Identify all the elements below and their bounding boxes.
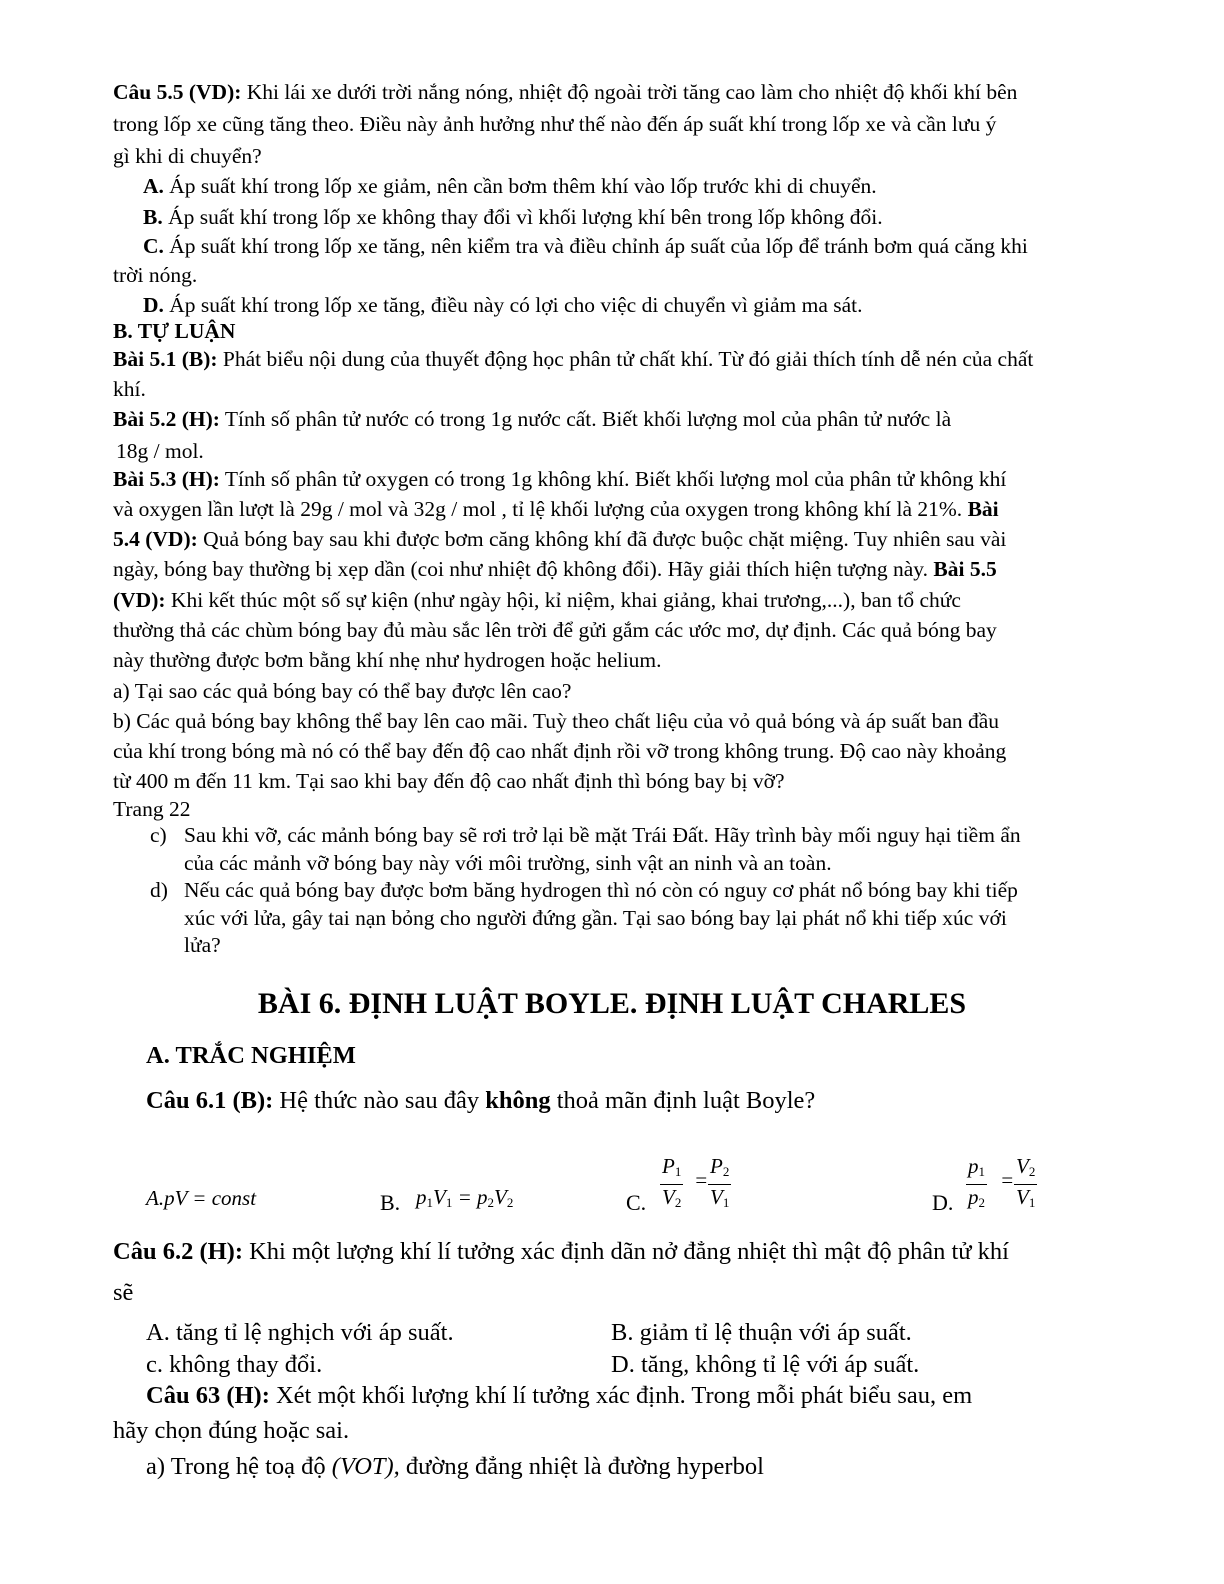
essay-heading: B. TỰ LUẬN <box>113 319 236 343</box>
b55-part-d-key: d) <box>150 878 168 902</box>
q61-option-c-frac-left: $\frac{P_1}{V_2}$ <box>662 1154 682 1210</box>
b53-line1: Bài 5.3 (H): Tính số phân tử oxygen có trong 1g không khí. Biết khối lượng mol của phân tử không khí <box>113 467 1007 491</box>
q63-stem: Câu 63 (H): Xét một khối lượng khí lí tưởng xác định. Trong mỗi phát biểu sau, em <box>146 1382 973 1409</box>
b52-line2: 18g / mol. <box>116 439 204 463</box>
b53-line2: và oxygen lần lượt là 29g / mol và 32g / mol , tỉ lệ khối lượng của oxygen trong không khí là 21%. Bài <box>113 497 999 521</box>
b55-line2: thường thả các chùm bóng bay đủ màu sắc lên trời để gửi gắm các ước mơ, dự định. Các quả bóng bay <box>113 618 997 642</box>
q62-option-b: B. giảm tỉ lệ thuận với áp suất. <box>611 1319 912 1346</box>
q61-option-b-formula: $p_1V_1 = p_2V_2$ <box>416 1185 514 1210</box>
b54-line2: ngày, bóng bay thường bị xẹp dần (coi như nhiệt độ không đổi). Hãy giải thích hiện tượng này. Bài 5.5 <box>113 557 997 581</box>
b55-part-b-line3: từ 400 m đến 11 km. Tại sao khi bay đến độ cao nhất định thì bóng bay bị vỡ? <box>113 769 785 793</box>
section-heading: A. TRẮC NGHIỆM <box>146 1042 356 1069</box>
q61-option-c-equals: = <box>694 1168 709 1192</box>
b51-line2: khí. <box>113 377 146 401</box>
b51-line1: Bài 5.1 (B): Phát biểu nội dung của thuyết động học phân tử chất khí. Từ đó giải thích tính dễ nén của chất <box>113 347 1034 371</box>
q62-option-a: A. tăng tỉ lệ nghịch với áp suất. <box>146 1319 454 1346</box>
q55-label: Câu 5.5 (VD): <box>113 80 242 104</box>
q61-option-c-key: C. <box>626 1190 647 1215</box>
q61-option-d-key: D. <box>932 1190 954 1215</box>
b55-part-a: a) Tại sao các quả bóng bay có thể bay được lên cao? <box>113 679 572 703</box>
q55-line1: Câu 5.5 (VD): Khi lái xe dưới trời nắng nóng, nhiệt độ ngoài trời tăng cao làm cho nhiệt độ khối khí bên <box>113 80 1018 104</box>
q61-option-d-frac-left: $\frac{p_1}{p_2}$ <box>968 1154 985 1210</box>
page-number: Trang 22 <box>113 797 191 821</box>
q62-stem: Câu 6.2 (H): Khi một lượng khí lí tưởng xác định dãn nở đẳng nhiệt thì mật độ phân tử khí <box>113 1238 1009 1265</box>
q61-option-c-frac-right: $\frac{P_2}{V_1}$ <box>710 1154 730 1210</box>
b55-part-d-line3: lửa? <box>184 933 221 957</box>
q61-option-d-frac-right: $\frac{V_2}{V_1}$ <box>1016 1154 1036 1210</box>
q55-option-c-cont: trời nóng. <box>113 263 198 287</box>
b55-line3: này thường được bơm bằng khí nhẹ như hydrogen hoặc helium. <box>113 648 662 672</box>
q55-line3: gì khi di chuyển? <box>113 144 262 168</box>
q55-option-c: C. Áp suất khí trong lốp xe tăng, nên kiểm tra và điều chỉnh áp suất của lốp để tránh bơm quá căng khi <box>143 234 1028 258</box>
b54-line1: 5.4 (VD): Quả bóng bay sau khi được bơm căng không khí đã được buộc chặt miệng. Tuy nhiên sau vài <box>113 527 1007 551</box>
b55-part-c-line2: của các mảnh vỡ bóng bay này với môi trường, sinh vật an ninh và an toàn. <box>184 851 832 875</box>
b55-part-b-line2: của khí trong bóng mà nó có thể bay đến độ cao nhất định rồi vỡ trong không trung. Độ cao này khoảng <box>113 739 1007 763</box>
b55-part-c-line1: Sau khi vỡ, các mảnh bóng bay sẽ rơi trở lại bề mặt Trái Đất. Hãy trình bày mối nguy hại tiềm ẩn <box>184 823 1021 847</box>
b55-part-b-line1: b) Các quả bóng bay không thể bay lên cao mãi. Tuỳ theo chất liệu của vỏ quả bóng và áp suất ban đầu <box>113 709 1000 733</box>
b52-line1: Bài 5.2 (H): Tính số phân tử nước có trong 1g nước cất. Biết khối lượng mol của phân tử nước là <box>113 407 952 431</box>
lesson-title: BÀI 6. ĐỊNH LUẬT BOYLE. ĐỊNH LUẬT CHARLES <box>257 987 967 1020</box>
q61-stem: Câu 6.1 (B): Hệ thức nào sau đây không thoả mãn định luật Boyle? <box>146 1087 816 1114</box>
q55-option-d: D. Áp suất khí trong lốp xe tăng, điều này có lợi cho việc di chuyển vì giảm ma sát. <box>143 293 863 317</box>
q62-option-c: c. không thay đổi. <box>146 1351 323 1378</box>
q63-stem-cont: hãy chọn đúng hoặc sai. <box>113 1417 350 1444</box>
b55-part-d-line2: xúc với lửa, gây tai nạn bỏng cho người đứng gần. Tại sao bóng bay lại phát nổ khi tiếp xúc với <box>184 906 1007 930</box>
b55-line1: (VD): Khi kết thúc một số sự kiện (như ngày hội, kỉ niệm, khai giảng, khai trương,...), ban tổ chức <box>113 588 961 612</box>
q61-option-b-key: B. <box>380 1190 401 1215</box>
q55-option-a: A. Áp suất khí trong lốp xe giảm, nên cần bơm thêm khí vào lốp trước khi di chuyển. <box>143 174 877 198</box>
b55-part-c-key: c) <box>150 823 167 847</box>
q55-line2: trong lốp xe cũng tăng theo. Điều này ảnh hưởng như thế nào đến áp suất khí trong lốp xe và cần lưu ý <box>113 112 997 136</box>
b55-part-d-line1: Nếu các quả bóng bay được bơm băng hydrogen thì nó còn có nguy cơ phát nổ bóng bay khi tiếp <box>184 878 1018 902</box>
q61-option-a: A.pV = const <box>146 1186 257 1210</box>
q62-stem-cont: sẽ <box>113 1279 134 1306</box>
q63-statement-a: a) Trong hệ toạ độ (VOT), đường đẳng nhiệt là đường hyperbol <box>146 1453 764 1480</box>
q62-option-d: D. tăng, không tỉ lệ với áp suất. <box>611 1351 920 1378</box>
q55-option-b: B. Áp suất khí trong lốp xe không thay đổi vì khối lượng khí bên trong lốp không đổi. <box>143 205 883 229</box>
q61-option-d-equals: = <box>1000 1168 1015 1192</box>
